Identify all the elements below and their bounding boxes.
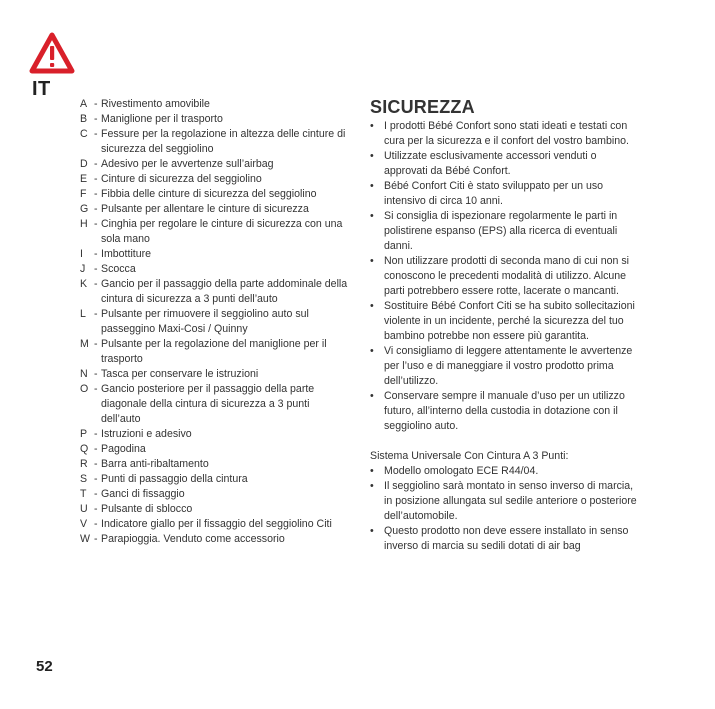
part-letter: B [80, 113, 88, 125]
part-item: F - Fibbia delle cinture di sicurezza del seggiolino [80, 187, 350, 202]
bullet-icon: • [370, 480, 374, 492]
part-text: Pulsante per la regolazione del maniglione per il trasporto [101, 338, 327, 365]
part-letter: Q [80, 443, 89, 455]
bullet-icon: • [370, 525, 374, 537]
part-text: Imbottiture [101, 248, 152, 260]
part-letter: F [80, 188, 87, 200]
bullet-item: • Il seggiolino sarà montato in senso inverso di marcia, in posizione allungata sul sedile anteriore o posteriore dell’automobile. [370, 480, 637, 522]
bullet-item: • Utilizzate esclusivamente accessori venduti o approvati da Bébé Confort. [370, 150, 597, 177]
bullet-item: • Vi consigliamo di leggere attentamente le avvertenze per l’uso e di maneggiare il vostro prodotto prima dell’utilizzo. [370, 345, 633, 387]
part-item: V - Indicatore giallo per il fissaggio del seggiolino Citi [80, 517, 350, 532]
part-text: Fibbia delle cinture di sicurezza del seggiolino [101, 188, 317, 200]
part-item: A - Rivestimento amovibile [80, 97, 350, 112]
part-item: N - Tasca per conservare le istruzioni [80, 367, 350, 382]
parts-list [80, 97, 350, 547]
bullet-icon: • [370, 120, 374, 132]
part-item: R - Barra anti-ribaltamento [80, 457, 350, 472]
part-text: Istruzioni e adesivo [101, 428, 192, 440]
bullet-icon: • [370, 255, 374, 267]
part-text: Gancio posteriore per il passaggio della parte diagonale della cintura di sicurezza a 3 punti dell’auto [101, 383, 315, 425]
bullet-icon: • [370, 150, 374, 162]
part-text: Gancio per il passaggio della parte addominale della cintura di sicurezza a 3 punti dell’auto [101, 278, 348, 305]
part-letter: A [80, 98, 88, 110]
part-item: U - Pulsante di sblocco [80, 502, 350, 517]
section-title: SICUREZZA [370, 97, 475, 117]
warning-triangle-icon [29, 31, 75, 75]
part-letter: P [80, 428, 88, 440]
part-text: Fessure per la regolazione in altezza delle cinture di sicurezza del seggiolino [101, 128, 346, 155]
part-letter: H [80, 218, 88, 230]
bullet-icon: • [370, 300, 374, 312]
part-text: Ganci di fissaggio [101, 488, 185, 500]
bullet-icon: • [370, 180, 374, 192]
part-item: G - Pulsante per allentare le cinture di sicurezza [80, 202, 350, 217]
part-letter: C [80, 128, 88, 140]
page-number: 52 [36, 658, 53, 675]
part-letter: N [80, 368, 88, 380]
part-text: Tasca per conservare le istruzioni [101, 368, 259, 380]
part-item: J - Scocca [80, 262, 350, 277]
bullet-item: • Sostituire Bébé Confort Citi se ha subito sollecitazioni violente in un incidente, perché la sicurezza del tuo bambino potrebbe non essere più garantita. [370, 300, 635, 342]
bullet-item: • Conservare sempre il manuale d’uso per un utilizzo futuro, all’interno della custodia in dotazione con il seggiolino auto. [370, 390, 625, 432]
bullet-icon: • [370, 345, 374, 357]
part-letter: V [80, 518, 88, 530]
part-letter: J [80, 263, 86, 275]
part-item: H - Cinghia per regolare le cinture di sicurezza con una sola mano [80, 217, 350, 247]
bullet-item: • Non utilizzare prodotti di seconda mano di cui non si conoscono le precedenti modalità di utilizzo. Alcune parti potrebbero essere rotte, lacerate o mancanti. [370, 255, 629, 297]
bullet-icon: • [370, 210, 374, 222]
part-item: O - Gancio posteriore per il passaggio della parte diagonale della cintura di sicurezza a 3 punti dell’auto [80, 382, 350, 427]
part-item: S - Punti di passaggio della cintura [80, 472, 350, 487]
system-bullet-list [370, 464, 638, 554]
bullet-icon: • [370, 465, 374, 477]
part-letter: R [80, 458, 88, 470]
bullet-item: • Modello omologato ECE R44/04. [370, 465, 539, 477]
part-item: Q - Pagodina [80, 442, 350, 457]
bullet-item: • Bébé Confort Citi è stato sviluppato per un uso intensivo di circa 10 anni. [370, 180, 604, 207]
bullet-item: • Questo prodotto non deve essere installato in senso inverso di marcia su sedili dotati di air bag [370, 525, 629, 552]
bullet-item: • Si consiglia di ispezionare regolarmente le parti in polistirene espanso (EPS) alla ricerca di eventuali danni. [370, 210, 618, 252]
part-item: M - Pulsante per la regolazione del maniglione per il trasporto [80, 337, 350, 367]
part-text: Pulsante per rimuovere il seggiolino auto sul passeggino Maxi-Cosi / Quinny [101, 308, 309, 335]
part-item: K - Gancio per il passaggio della parte addominale della cintura di sicurezza a 3 punti dell’auto [80, 277, 350, 307]
part-text: Parapioggia. Venduto come accessorio [101, 533, 285, 545]
part-letter: D [80, 158, 88, 170]
part-item: C - Fessure per la regolazione in altezza delle cinture di sicurezza del seggiolino [80, 127, 350, 157]
part-letter: S [80, 473, 88, 485]
part-item: T - Ganci di fissaggio [80, 487, 350, 502]
part-text: Pulsante di sblocco [101, 503, 193, 515]
part-letter: G [80, 203, 89, 215]
part-text: Maniglione per il trasporto [101, 113, 223, 125]
part-text: Punti di passaggio della cintura [101, 473, 248, 485]
part-item: D - Adesivo per le avvertenze sull’airbag [80, 157, 350, 172]
bullet-item: • I prodotti Bébé Confort sono stati ideati e testati con cura per la sicurezza e il confort del vostro bambino. [370, 120, 629, 147]
part-letter: E [80, 173, 88, 185]
language-label: IT [32, 78, 51, 100]
part-text: Cinture di sicurezza del seggiolino [101, 173, 262, 185]
part-text: Cinghia per regolare le cinture di sicurezza con una sola mano [101, 218, 343, 245]
part-item: W - Parapioggia. Venduto come accessorio [80, 532, 350, 547]
part-item: B - Maniglione per il trasporto [80, 112, 350, 127]
part-text: Rivestimento amovibile [101, 98, 210, 110]
part-text: Adesivo per le avvertenze sull’airbag [101, 158, 274, 170]
system-subheading: Sistema Universale Con Cintura A 3 Punti: [370, 450, 569, 462]
part-item: L - Pulsante per rimuovere il seggiolino auto sul passeggino Maxi-Cosi / Quinny [80, 307, 350, 337]
part-letter: M [80, 338, 89, 350]
part-letter: I [80, 248, 83, 260]
part-letter: L [80, 308, 86, 320]
part-item: P - Istruzioni e adesivo [80, 427, 350, 442]
safety-section [370, 96, 638, 554]
part-text: Pagodina [101, 443, 146, 455]
part-letter: O [80, 383, 89, 395]
part-letter: W [80, 533, 90, 545]
part-letter: K [80, 278, 88, 290]
part-letter: T [80, 488, 87, 500]
bullet-icon: • [370, 390, 374, 402]
part-text: Scocca [101, 263, 136, 275]
part-item: E - Cinture di sicurezza del seggiolino [80, 172, 350, 187]
part-letter: U [80, 503, 88, 515]
safety-bullet-list [370, 119, 638, 434]
part-text: Pulsante per allentare le cinture di sicurezza [101, 203, 309, 215]
part-item: I - Imbottiture [80, 247, 350, 262]
part-text: Barra anti-ribaltamento [101, 458, 209, 470]
part-text: Indicatore giallo per il fissaggio del seggiolino Citi [101, 518, 332, 530]
